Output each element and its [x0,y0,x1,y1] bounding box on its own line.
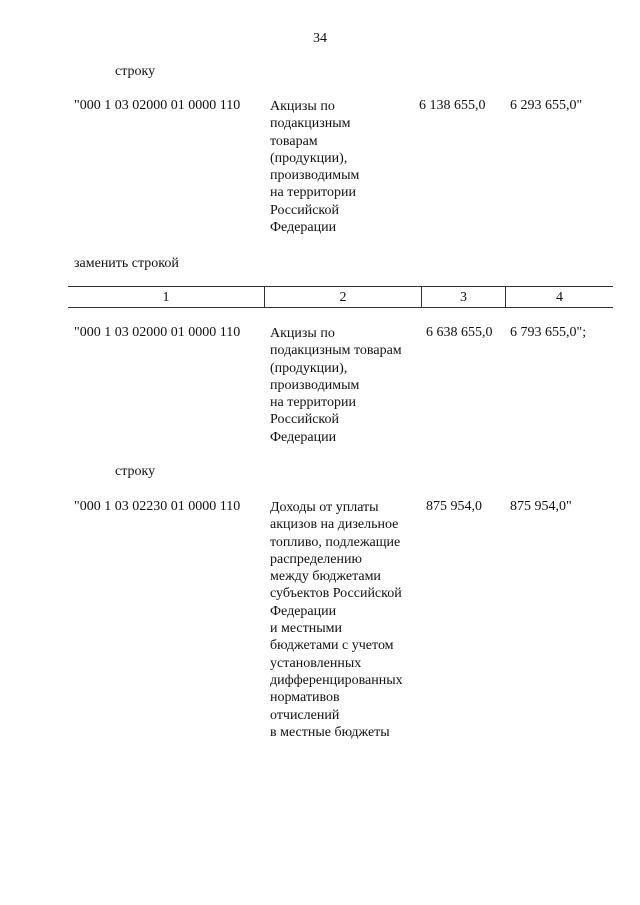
row-1-name-line: Федерации [270,220,337,236]
row-2-value-col3: 6 638 655,0 [426,325,493,340]
intro-text-string: строку [115,64,156,79]
row-3-name-line: субъектов Российской [270,586,402,602]
row-2-name-line: производимым [270,377,360,393]
row-1-name-line: подакцизным [270,116,351,132]
table-header-top-rule [68,286,613,287]
intro-text-string: строку [115,464,156,479]
row-3-code: "000 1 03 02230 01 0000 110 [74,499,241,514]
row-3-name-line: Федерации [270,603,337,619]
row-3-value-col3: 875 954,0 [426,499,482,514]
row-3-name-line: дифференцированных [270,672,403,688]
table-header-bottom-rule [68,307,613,308]
row-2-name [270,325,402,446]
row-3-name-line: Доходы от уплаты [270,500,379,515]
table-header-col-2: 2 [339,290,347,305]
row-2-name-line: Акцизы по [270,326,335,341]
row-3-name-line: нормативов [270,690,340,706]
table-header-col-4: 4 [556,290,563,305]
replace-label: заменить строкой [74,256,179,271]
row-3-name-line: бюджетами с учетом [270,638,394,654]
row-1-name-line: товарам [270,133,318,149]
row-2-value-col4: 6 793 655,0"; [510,325,587,340]
row-1-name-line: (продукции), [270,150,348,166]
row-3-name-line: и местными [270,621,342,637]
row-2-name-line: Российской [270,412,339,428]
row-3-name-line: отчислений [270,707,340,723]
page-number: 34 [313,31,327,46]
table-header-col-3: 3 [460,290,467,305]
row-2-name-line: Федерации [270,429,337,445]
row-3-value-col4: 875 954,0" [510,499,572,514]
row-3-name [270,499,403,741]
row-1-code: "000 1 03 02000 01 0000 110 [74,98,241,113]
row-3-name-line: установленных [270,655,362,671]
row-2-name-line: на территории [270,395,356,411]
row-1-value-col4: 6 293 655,0" [510,98,583,113]
row-3-name-line: в местные бюджеты [270,724,390,740]
row-1-name-line: Российской [270,202,339,218]
row-1-name [270,98,359,236]
row-2-name-line: (продукции), [270,360,348,376]
table-header-col-1: 1 [162,290,170,305]
row-2-code: "000 1 03 02000 01 0000 110 [74,325,241,340]
row-1-value-col3: 6 138 655,0 [419,98,486,113]
row-2-name-line: подакцизным товарам [270,343,402,359]
row-1-name-line: на территории [270,185,356,201]
row-3-name-line: топливо, подлежащие [270,534,401,550]
row-1-name-line: производимым [270,168,360,184]
row-3-name-line: акцизов на дизельное [270,517,399,533]
row-3-name-line: распределению [270,551,362,567]
row-3-name-line: между бюджетами [270,569,381,585]
row-1-name-line: Акцизы по [270,99,335,114]
